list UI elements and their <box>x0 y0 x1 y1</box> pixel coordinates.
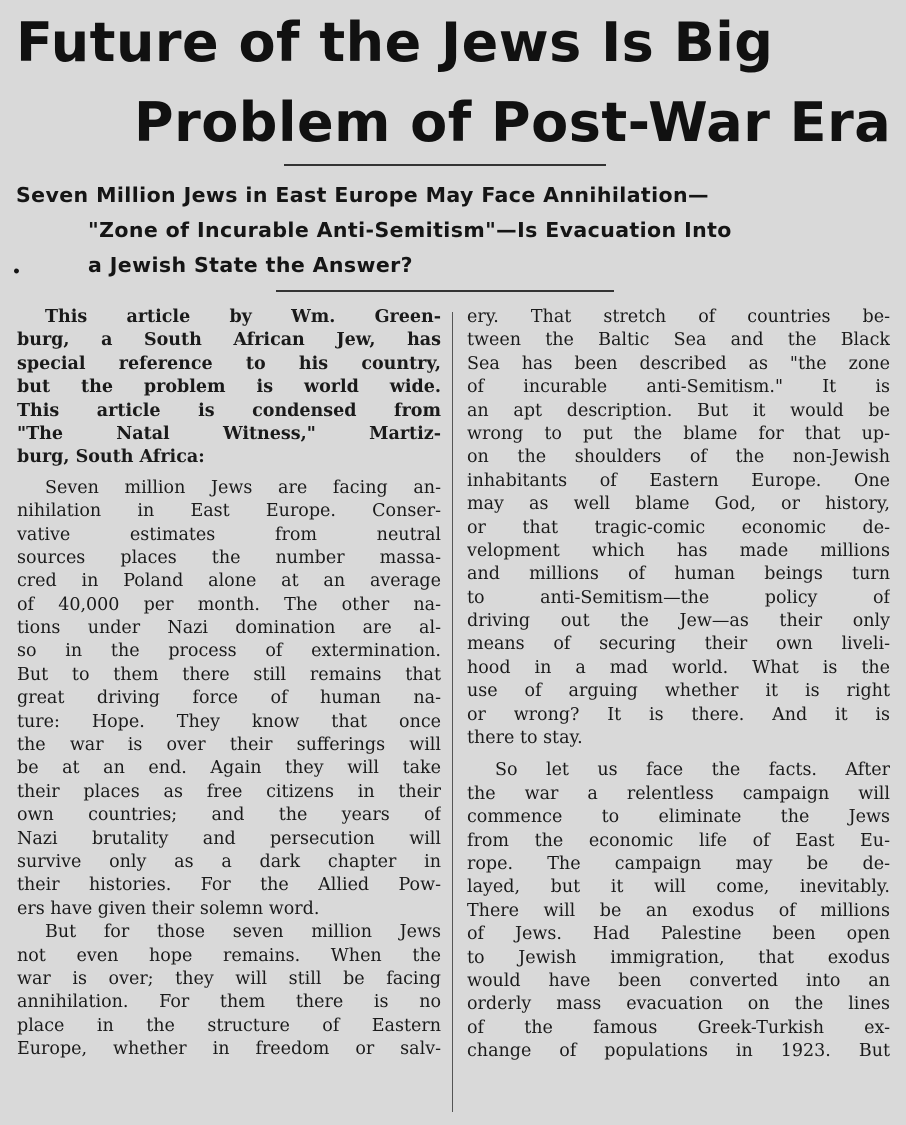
text-line: This article is condensed from <box>17 400 441 421</box>
text-line: So let us face the facts. After <box>495 760 890 781</box>
text-line: may as well blame God, or history, <box>467 494 890 515</box>
text-line: rope. The campaign may be de- <box>467 853 890 874</box>
text-line: commence to eliminate the Jews <box>467 807 890 828</box>
text-line: velopment which has made millions <box>467 540 890 561</box>
text-line: the war is over their sufferings will <box>17 735 441 756</box>
text-line: Seven million Jews are facing an- <box>45 477 441 498</box>
text-line: of Jews. Had Palestine been open <box>467 924 890 945</box>
text-line: use of arguing whether it is right <box>467 681 890 702</box>
text-line: from the economic life of East Eu- <box>467 830 890 851</box>
text-line: inhabitants of Eastern Europe. One <box>467 470 890 491</box>
text-line: Nazi brutality and persecution will <box>17 828 441 849</box>
text-line: special reference to his country, <box>17 353 441 374</box>
text-line: of incurable anti-Semitism." It is <box>467 377 890 398</box>
text-line: to anti-Semitism—the policy of <box>467 587 890 608</box>
subheadline-divider <box>276 290 614 292</box>
paragraph <box>467 306 890 750</box>
text-line: layed, but it will come, inevitably. <box>467 877 890 898</box>
paragraph <box>17 477 441 921</box>
subheadline-line-1: Seven Million Jews in East Europe May Face Annihilation— <box>16 183 709 207</box>
text-line: of the famous Greek-Turkish ex- <box>467 1017 890 1038</box>
text-line: cred in Poland alone at an average <box>17 571 441 592</box>
text-line: burg, South Africa: <box>17 447 205 468</box>
text-line: But for those seven million Jews <box>45 922 441 943</box>
text-line: but the problem is world wide. <box>17 377 441 398</box>
text-line: would have been converted into an <box>467 970 890 991</box>
text-line: tween the Baltic Sea and the Black <box>467 330 890 351</box>
text-line: orderly mass evacuation on the lines <box>467 994 890 1015</box>
headline-divider <box>284 164 606 166</box>
text-line: hood in a mad world. What is the <box>467 657 890 678</box>
text-line: wrong to put the blame for that up- <box>467 423 890 444</box>
text-line: ers have given their solemn word. <box>17 898 320 919</box>
text-line: an apt description. But it would be <box>467 400 890 421</box>
paragraph <box>467 759 890 1063</box>
text-line: driving out the Jew—as their only <box>467 611 890 632</box>
editor-note <box>17 306 441 470</box>
text-line: tions under Nazi domination are al- <box>17 618 441 639</box>
text-line: of 40,000 per month. The other na- <box>17 594 441 615</box>
text-line: or wrong? It is there. And it is <box>467 704 890 725</box>
text-line: "The Natal Witness," Martiz- <box>17 423 441 444</box>
article-column-2 <box>467 306 890 1064</box>
text-line: their histories. For the Allied Pow- <box>17 875 441 896</box>
text-line: sources places the number massa- <box>17 547 441 568</box>
text-line: and millions of human beings turn <box>467 564 890 585</box>
text-line: burg, a South African Jew, has <box>17 330 441 351</box>
text-line: on the shoulders of the non-Jewish <box>467 447 890 468</box>
subheadline-line-3: a Jewish State the Answer? <box>88 253 413 277</box>
text-line: survive only as a dark chapter in <box>17 851 441 872</box>
text-line: the war a relentless campaign will <box>467 783 890 804</box>
text-line: great driving force of human na- <box>17 688 441 709</box>
paragraph <box>17 921 441 1061</box>
text-line: Europe, whether in freedom or salv- <box>17 1039 441 1060</box>
print-speck: • <box>12 264 21 280</box>
text-line: be at an end. Again they will take <box>17 758 441 779</box>
text-line: there to stay. <box>467 728 583 749</box>
article-column-1 <box>17 306 441 1062</box>
text-line: vative estimates from neutral <box>17 524 441 545</box>
text-line: their places as free citizens in their <box>17 781 441 802</box>
text-line: own countries; and the years of <box>17 805 441 826</box>
headline-line-1: Future of the Jews Is Big <box>16 11 774 74</box>
text-line: ery. That stretch of countries be- <box>467 307 890 327</box>
text-line: This article by Wm. Green- <box>45 307 441 327</box>
text-line: But to them there still remains that <box>17 664 441 685</box>
text-line: Sea has been described as "the zone <box>467 353 890 374</box>
text-line: ture: Hope. They know that once <box>17 711 441 732</box>
text-line: to Jewish immigration, that exodus <box>467 947 890 968</box>
subheadline-line-2: "Zone of Incurable Anti-Semitism"—Is Evacuation Into <box>88 218 732 242</box>
headline-line-2: Problem of Post-War Era <box>134 91 892 154</box>
text-line: place in the structure of Eastern <box>17 1015 441 1036</box>
text-line: There will be an exodus of millions <box>467 900 890 921</box>
text-line: war is over; they will still be facing <box>17 968 441 989</box>
text-line: not even hope remains. When the <box>17 945 441 966</box>
column-divider <box>452 312 453 1112</box>
text-line: means of securing their own liveli- <box>467 634 890 655</box>
text-line: so in the process of extermination. <box>17 641 441 662</box>
text-line: nihilation in East Europe. Conser- <box>17 501 441 522</box>
text-line: change of populations in 1923. But <box>467 1041 890 1062</box>
text-line: or that tragic-comic economic de- <box>467 517 890 538</box>
text-line: annihilation. For them there is no <box>17 992 441 1013</box>
